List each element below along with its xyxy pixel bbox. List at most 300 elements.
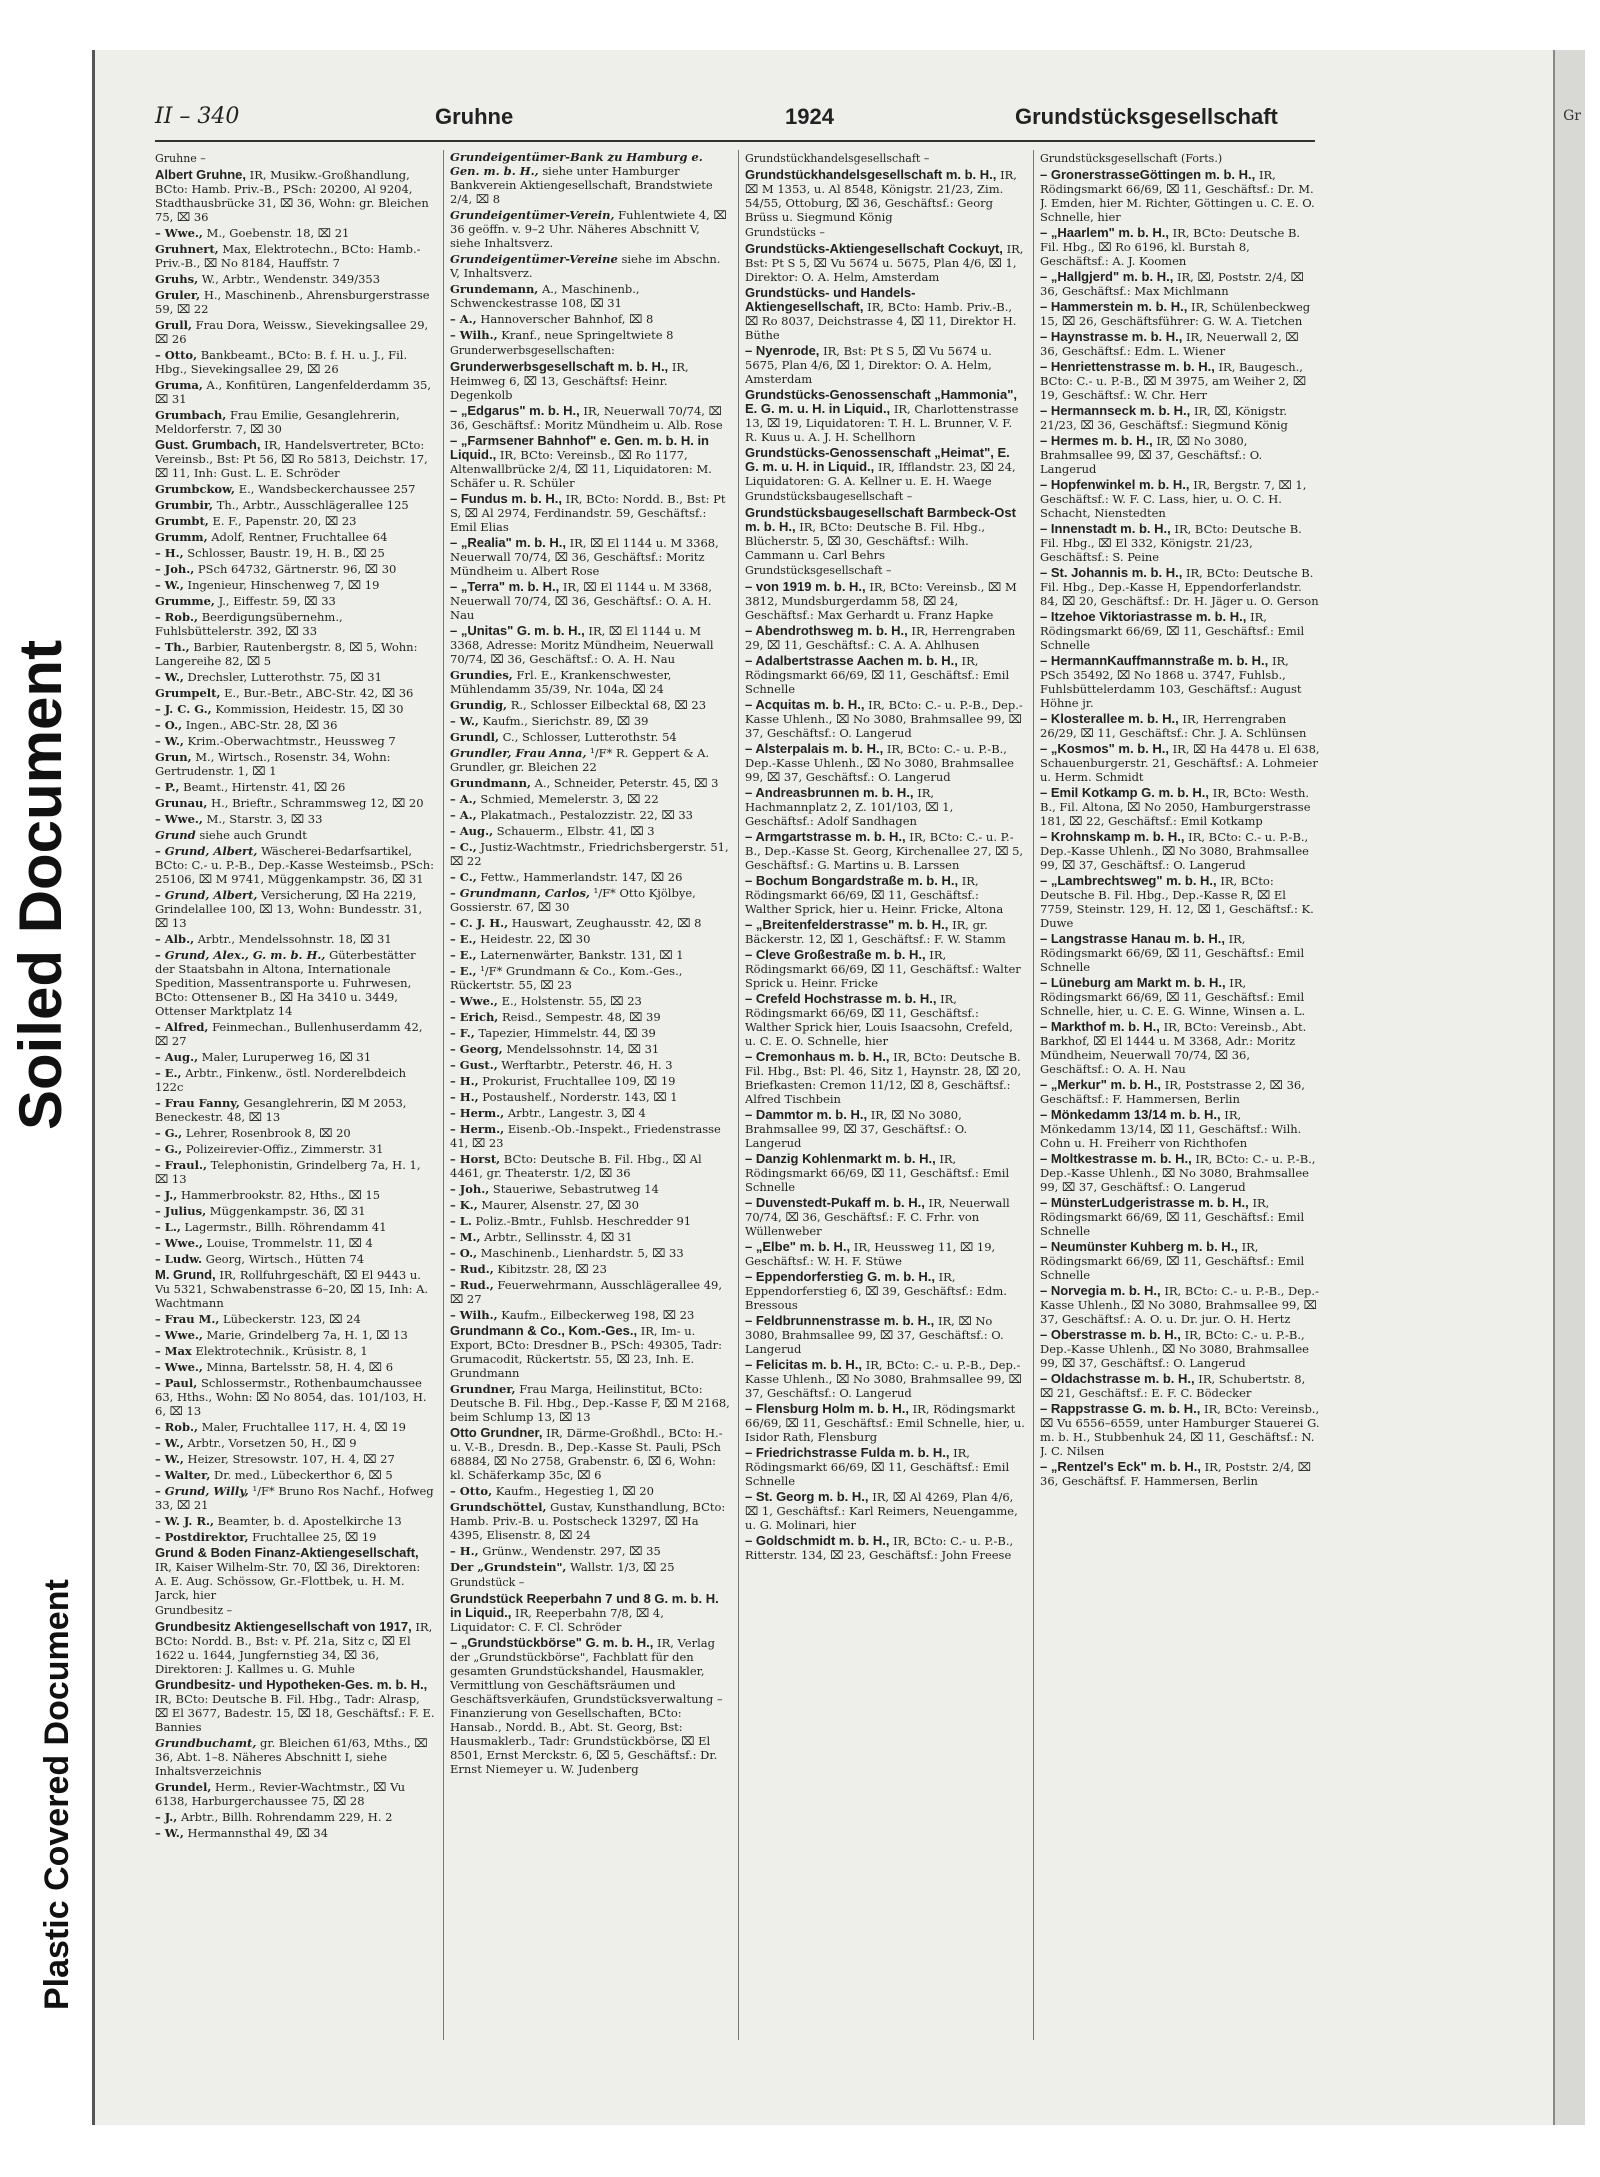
directory-entry (155, 1780, 435, 1808)
directory-entry (155, 1620, 435, 1676)
entry-name: – Wwe., (155, 1360, 203, 1374)
entry-name: – L., (155, 1220, 181, 1234)
entry-details: IR, PSch 35492, ⌧ No 1868 u. 3747, Fuhlsb., Fuhlsbüttelerdamm 103, Geschäftsf.: August Höhne jr. (1040, 654, 1302, 710)
entry-details: IR, Rödingsmarkt 66/69, ⌧ 11, Geschäftsf.: Dr. M. J. Emden, hier M. Richter, Göttingen u. C. E. O. Schnelle, hier (1040, 168, 1315, 224)
directory-entry (1040, 654, 1320, 710)
entry-details: IR, Eppendorferstieg 6, ⌧ 39, Geschäftsf.: Edm. Bressous (745, 1270, 1007, 1312)
directory-entry (450, 1122, 730, 1150)
entry-details: IR, BCto: Deutsche B. Fil. Hbg., Dep.-Kasse R, ⌧ El 7759, Steinstr. 129, H. 12, ⌧ 1, Geschäftsf.: K. Duwe (1040, 874, 1314, 930)
directory-entry (450, 1230, 730, 1244)
entry-details: IR, Poststrasse 2, ⌧ 36, Geschäftsf.: F. Hammersen, Berlin (1040, 1078, 1305, 1106)
entry-details: Poliz.-Bmtr., Fuhlsb. Heschredder 91 (475, 1214, 692, 1228)
entry-name: – „Rentzel's Eck" m. b. H., (1040, 1459, 1201, 1474)
directory-entry (1040, 830, 1320, 872)
directory-entry (155, 1096, 435, 1124)
directory-entry (1040, 1372, 1320, 1400)
entry-details: IR, Musikw.-Großhandlung, BCto: Hamb. Priv.-B., PSch: 20200, Al 9204, Stadthausbrücke 31, ⌧ 36, Wohn: gr. Bleichen 75, ⌧ 36 (155, 168, 429, 224)
entry-details: Max, Elektrotechn., BCto: Hamb.-Priv.-B., ⌧ No 8184, Hauffstr. 7 (155, 242, 421, 270)
entry-details: Staueriwe, Sebastrutweg 14 (492, 1182, 659, 1196)
directory-entry (155, 562, 435, 576)
entry-details: IR, BCto: C.- u. P.-B., Dep.-Kasse Uhlenh., ⌧ No 3080, Brahmsallee 99, ⌧ 37, Geschäftsf.: A. O. u. Dr. jur. O. H. Hertz (1040, 1284, 1319, 1326)
directory-entry (450, 698, 730, 712)
entry-name: – O., (155, 718, 183, 732)
entry-name: – Andreasbrunnen m. b. H., (745, 785, 914, 800)
directory-entry (745, 1446, 1025, 1488)
entry-name: – Aug., (155, 1050, 199, 1064)
entry-name: – J., (155, 1188, 178, 1202)
directory-entry (745, 1314, 1025, 1356)
entry-details: IR, ⌧ M 1353, u. Al 8548, Königstr. 21/23, Zim. 54/55, Ottoburg, ⌧ 36, Geschäftsf.: Georg Brüss u. Siegmund König (745, 168, 1017, 224)
directory-entry (450, 282, 730, 310)
directory-entry (450, 1214, 730, 1228)
directory-entry (1040, 742, 1320, 784)
directory-entry (450, 434, 730, 490)
entry-details: M., Starstr. 3, ⌧ 33 (206, 812, 323, 826)
entry-name: – Rob., (155, 610, 199, 624)
adjacent-page-edge (1553, 50, 1585, 2125)
entry-details: Frl. E., Krankenschwester, Mühlendamm 35/39, Nr. 104a, ⌧ 24 (450, 668, 672, 696)
entry-name: – W., (155, 734, 184, 748)
directory-entry (155, 1328, 435, 1342)
entry-name: – Rud., (450, 1278, 494, 1292)
directory-entry (155, 932, 435, 946)
entry-name: Grundeigentümer-Vereine (450, 252, 618, 266)
entry-details: Postaushelf., Norderstr. 143, ⌧ 1 (482, 1090, 678, 1104)
entry-details: Versicherung, ⌧ Ha 2219, Grindelallee 100, ⌧ 13, Wohn: Bundesstr. 31, ⌧ 13 (155, 888, 423, 930)
plastic-covered-label: Plastic Covered Document (38, 1579, 76, 2010)
directory-entry (450, 624, 730, 666)
entry-details: IR, BCto: Vereinsb., ⌧ Vu 6556–6559, unter Hamburger Stauerei G. m. b. H., Stubbenhuk 24, ⌧ 11, Geschäftsf.: N. J. C. Nilsen (1040, 1402, 1320, 1458)
entry-details: IR, Schubertstr. 8, ⌧ 21, Geschäftsf.: E. F. C. Bödecker (1040, 1372, 1306, 1400)
directory-entry (450, 404, 730, 432)
directory-entry (450, 492, 730, 534)
entry-name: – „Unitas" G. m. b. H., (450, 623, 585, 638)
directory-entry (155, 948, 435, 1018)
entry-details: Tapezier, Himmelstr. 44, ⌧ 39 (478, 1026, 656, 1040)
entry-name: – Frau M., (155, 1312, 220, 1326)
entry-name: Otto Grundner, (450, 1425, 543, 1440)
entry-details: IR, Hachmannplatz 2, Z. 101/103, ⌧ 1, Geschäftsf.: Adolf Sandhagen (745, 786, 954, 828)
entry-name: – A., (450, 808, 477, 822)
directory-entry (1040, 712, 1320, 740)
directory-entry (450, 1560, 730, 1574)
directory-entry (745, 1196, 1025, 1238)
entry-details: IR, Rödingsmarkt 66/69, ⌧ 11, Geschäftsf.: Emil Schnelle (1040, 1240, 1305, 1282)
entry-name: – Georg, (450, 1042, 503, 1056)
entry-name: – von 1919 m. b. H., (745, 579, 866, 594)
entry-details: IR, BCto: C.- u. P.-B., Dep.-Kasse Uhlenh., ⌧ No 3080, Brahmsallee 99, ⌧ 37, Geschäftsf.: O. Langerud (1040, 1328, 1309, 1370)
entry-details: Drechsler, Lutterothstr. 75, ⌧ 31 (187, 670, 382, 684)
entry-details: H., Brieftr., Schrammsweg 12, ⌧ 20 (211, 796, 424, 810)
column-3 (745, 150, 1025, 2050)
entry-details: IR, Handelsvertreter, BCto: Vereinsb., Bst: Pt 56, ⌧ Ro 5813, Deichstr. 17, ⌧ 11, Inh: Gust. L. E. Schröder (155, 438, 428, 480)
directory-entry (1040, 300, 1320, 328)
entry-name: – Markthof m. b. H., (1040, 1019, 1160, 1034)
soiled-document-label: Soiled Document (7, 639, 74, 1130)
entry-details: M., Goebenstr. 18, ⌧ 21 (206, 226, 350, 240)
entry-details: Lehrer, Rosenbrook 8, ⌧ 20 (185, 1126, 351, 1140)
entry-name: – Abendrothsweg m. b. H., (745, 623, 908, 638)
entry-name: – Ludw. (155, 1252, 202, 1266)
directory-entry (155, 288, 435, 316)
entry-details: IR, BCto: Vereinsb., ⌧ Ro 1177, Altenwallbrücke 2/4, ⌧ 11, Liquidatoren: M. Schäfer u. R. Schüler (450, 448, 712, 490)
header-year: 1924 (785, 104, 834, 129)
entry-name: – Mönkedamm 13/14 m. b. H., (1040, 1107, 1221, 1122)
directory-entry (1040, 1460, 1320, 1488)
entry-name: Grumbt, (155, 514, 209, 528)
entry-details: IR, ⌧ No 3080, Brahmsallee 99, ⌧ 37, Geschäftsf.: O. Langerud (1040, 434, 1263, 476)
entry-details: IR, BCto: C.- u. P.-B., Dep.-Kasse Uhlenh., ⌧ No 3080, Brahmsallee 99, ⌧ 37, Geschäftsf.: O. Langerud (745, 742, 1014, 784)
directory-entry (155, 702, 435, 716)
entry-name: Grund & Boden Finanz-Aktiengesellschaft, (155, 1545, 419, 1560)
directory-entry (450, 208, 730, 250)
directory-entry (745, 624, 1025, 652)
entry-details: Ingen., ABC-Str. 28, ⌧ 36 (185, 718, 338, 732)
entry-name: Grumbach, (155, 408, 227, 422)
entry-details: Arbtr., Finkenw., östl. Norderelbdeich 122c (155, 1066, 406, 1094)
directory-entry (450, 792, 730, 806)
entry-details: E. F., Papenstr. 20, ⌧ 23 (212, 514, 357, 528)
entry-details: Telephonistin, Grindelberg 7a, H. 1, ⌧ 13 (155, 1158, 421, 1186)
entry-details: IR, BCto: C.- u. P.-B., Ritterstr. 134, ⌧ 23, Geschäftsf.: John Freese (745, 1534, 1014, 1562)
directory-entry (450, 1058, 730, 1072)
directory-entry (745, 1050, 1025, 1106)
entry-details: BCto: Deutsche B. Fil. Hbg., ⌧ Al 4461, gr. Theaterstr. 1/2, ⌧ 36 (450, 1152, 702, 1180)
directory-entry (1040, 1196, 1320, 1238)
page-number: II – 340 (155, 104, 240, 129)
entry-details: Schlosser, Baustr. 19, H. B., ⌧ 25 (187, 546, 385, 560)
entry-details: Heizer, Stresowstr. 107, H. 4, ⌧ 27 (187, 1452, 395, 1466)
entry-name: – J., (155, 1810, 178, 1824)
directory-entry (450, 1544, 730, 1558)
entry-details: Fettw., Hammerlandstr. 147, ⌧ 26 (480, 870, 683, 884)
entry-details: H., Maschinenb., Ahrensburgerstrasse 59, ⌧ 22 (155, 288, 430, 316)
entry-name: Grundeigentümer-Bank zu Hamburg e. Gen. m. b. H., (450, 150, 703, 178)
entry-name: – Herm., (450, 1122, 505, 1136)
entry-name: – P., (155, 780, 180, 794)
entry-details: R., Schlosser Eilbecktal 68, ⌧ 23 (510, 698, 707, 712)
entry-name: – Hermes m. b. H., (1040, 433, 1153, 448)
directory-entry (155, 1436, 435, 1450)
directory-entry (745, 580, 1025, 622)
entry-details: IR, ⌧ El 1144 u. M 3368, Neuerwall 70/74, ⌧ 36, Geschäftsf.: O. A. H. Nau (450, 580, 713, 622)
entry-name: – Herm., (450, 1106, 505, 1120)
entry-details: IR, Herrengraben 29, ⌧ 11, Geschäftsf.: C. A. A. Ahlhusen (745, 624, 1016, 652)
directory-entry (450, 1010, 730, 1024)
directory-entry (155, 1810, 435, 1824)
directory-entry (155, 546, 435, 560)
entry-name: – Alb., (155, 932, 195, 946)
directory-entry (155, 348, 435, 376)
entry-details: Maler, Luruperweg 16, ⌧ 31 (201, 1050, 372, 1064)
entry-name: – Adalbertstrasse Aachen m. b. H., (745, 653, 958, 668)
entry-details: Maschinenb., Lienhardstr. 5, ⌧ 33 (480, 1246, 684, 1260)
entry-name: – „Grundstückbörse" G. m. b. H., (450, 1635, 654, 1650)
directory-entry (745, 1152, 1025, 1194)
entry-details: Reisd., Sempestr. 48, ⌧ 39 (501, 1010, 661, 1024)
directory-entry (155, 1468, 435, 1482)
directory-entry (450, 1182, 730, 1196)
entry-details: IR, BCto: Nordd. B., Bst: Pt S, ⌧ Al 2974, Ferdinandstr. 59, Geschäftsf.: Emil Elias (450, 492, 726, 534)
directory-entry (155, 1376, 435, 1418)
entry-name: – C. J. H., (450, 916, 509, 930)
entry-name: – W., (155, 1826, 184, 1840)
entry-details: IR, Rödingsmarkt 66/69, ⌧ 11, Geschäftsf.: Emil Schnelle (1040, 610, 1305, 652)
directory-entry (450, 840, 730, 868)
entry-details: Ingenieur, Hinschenweg 7, ⌧ 19 (187, 578, 380, 592)
entry-name: – Postdirektor, (155, 1530, 249, 1544)
entry-name: Grundmann, (450, 776, 531, 790)
directory-entry (1040, 522, 1320, 564)
entry-details: IR, ⌧ El 1144 u. M 3368, Adresse: Moritz Mündheim, Neuerwall 70/74, ⌧ 36, Geschäftsf.: O. A. H. Nau (450, 624, 714, 666)
directory-entry (155, 226, 435, 240)
entry-name: Grundmann & Co., Kom.-Ges., (450, 1323, 638, 1338)
entry-name: Grundler, Frau Anna, (450, 746, 587, 760)
entry-details: Arbtr., Mendelssohnstr. 18, ⌧ 31 (197, 932, 392, 946)
entry-details: Frau Emilie, Gesanglehrerin, Meldorferstr. 7, ⌧ 30 (155, 408, 400, 436)
entry-name: Grundel, (155, 1780, 212, 1794)
directory-entry (155, 1126, 435, 1140)
entry-details: IR, BCto: Deutsche B. Fil. Hbg., ⌧ El 332, Königstr. 21/23, Geschäftsf.: S. Peine (1040, 522, 1302, 564)
entry-details: IR, ⌧ No 3080, Brahmsallee 99, ⌧ 37, Geschäftsf.: O. Langerud (745, 1108, 968, 1150)
entry-details: ¹/F* Grundmann & Co., Kom.-Ges., Rückertstr. 55, ⌧ 23 (450, 964, 683, 992)
directory-entry (745, 742, 1025, 784)
entry-details: J., Eiffestr. 59, ⌧ 33 (218, 594, 336, 608)
entry-details: IR, BCto: Deutsche B. Fil. Hbg., Dep.-Kasse H, Eppendorferlandstr. 84, ⌧ 20, Geschäftsf.: Dr. H. Jäger u. O. Gerson (1040, 566, 1319, 608)
entry-details: Hermannsthal 49, ⌧ 34 (187, 1826, 329, 1840)
directory-entry (450, 1426, 730, 1482)
entry-name: – „Hallgjerd" m. b. H., (1040, 269, 1174, 284)
directory-entry (155, 1020, 435, 1048)
directory-entry (1040, 1240, 1320, 1282)
directory-entry (1040, 168, 1320, 224)
directory-entry (450, 1382, 730, 1424)
entry-name: – Grund, Willy, (155, 1484, 249, 1498)
scanner-side-margin (0, 0, 92, 2177)
directory-entry (155, 888, 435, 930)
entry-details: Eisenb.-Ob.-Inspekt., Friedenstrasse 41, ⌧ 23 (450, 1122, 721, 1150)
entry-details: IR, Bst: Pt S 5, ⌧ Vu 5674 u. 5675, Plan 4/6, ⌧ 1, Direktor: O. A. Helm, Amsterdam (745, 242, 1024, 284)
entry-name: Grumbckow, (155, 482, 236, 496)
directory-entry (745, 786, 1025, 828)
directory-entry (155, 1344, 435, 1358)
directory-entry (155, 1220, 435, 1234)
directory-entry (1040, 786, 1320, 828)
entry-details: IR, Neuerwall 2, ⌧ 36, Geschäftsf.: Edm. L. Wiener (1040, 330, 1299, 358)
entry-name: Grun, (155, 750, 192, 764)
entry-name: – Wwe., (450, 994, 498, 1008)
directory-entry (155, 272, 435, 286)
entry-name: – Feldbrunnenstrasse m. b. H., (745, 1313, 935, 1328)
directory-entry (450, 1324, 730, 1380)
entry-name: – Alfred, (155, 1020, 209, 1034)
entry-name: Grundeigentümer-Verein, (450, 208, 615, 222)
directory-entry (1040, 1328, 1320, 1370)
directory-entry (155, 1142, 435, 1156)
directory-entry (745, 1108, 1025, 1150)
directory-entry (450, 1500, 730, 1542)
entry-details: Arbtr., Billh. Rohrendamm 229, H. 2 (180, 1810, 393, 1824)
directory-entry (155, 844, 435, 886)
entry-details: IR, BCto: C.- u. P.-B., Dep.-Kasse Uhlenh., ⌧ No 3080, Brahmsallee 99, ⌧ 37, Geschäftsf.: O. Langerud (745, 1358, 1022, 1400)
directory-entry (745, 1270, 1025, 1312)
directory-entry (1040, 478, 1320, 520)
entry-details: Wäscherei-Bedarfsartikel, BCto: C.- u. P.-B., Dep.-Kasse Westeimsb., PSch: 25106, ⌧ M 9741, Müggenkampstr. 36, ⌧ 31 (155, 844, 435, 886)
directory-entry (450, 870, 730, 884)
entry-name: – Horst, (450, 1152, 501, 1166)
entry-name: – Grund, Albert, (155, 844, 258, 858)
directory-entry (155, 812, 435, 826)
entry-name: Gruhs, (155, 272, 199, 286)
directory-entry (155, 1066, 435, 1094)
entry-details: PSch 64732, Gärtnerstr. 96, ⌧ 30 (197, 562, 397, 576)
entry-details: siehe im Abschn. V, Inhaltsverz. (450, 252, 721, 280)
entry-details: Laternenwärter, Bankstr. 131, ⌧ 1 (480, 948, 684, 962)
entry-name: – W., (155, 1436, 184, 1450)
entry-details: ¹/F* Bruno Ros Nachf., Hofweg 33, ⌧ 21 (155, 1484, 434, 1512)
entry-name: – „Realia" m. b. H., (450, 535, 566, 550)
directory-entry (155, 1360, 435, 1374)
directory-entry (1040, 226, 1320, 268)
section-heading: Grundstück – (450, 1576, 525, 1589)
directory-entry (1040, 1108, 1320, 1150)
entry-name: – „Farmsener Bahnhof" e. Gen. m. b. H. in Liquid., (450, 433, 709, 462)
entry-details: Gustav, Kunsthandlung, BCto: Hamb. Priv.-B. u. Postscheck 13297, ⌧ Ha 4395, Elisenstr. 8, ⌧ 24 (450, 1500, 726, 1542)
entry-name: – K., (450, 1198, 478, 1212)
entry-details: IR, Neuerwall 70/74, ⌧ 36, Geschäftsf.: Moritz Mündheim u. Alb. Rose (450, 404, 723, 432)
entry-name: – A., (450, 792, 477, 806)
entry-name: – Itzehoe Viktoriastrasse m. b. H., (1040, 609, 1247, 624)
entry-details: Hannoverscher Bahnhof, ⌧ 8 (480, 312, 654, 326)
entry-details: IR, BCto: Vereinsb., ⌧ M 3812, Mundsburgerdamm 58, ⌧ 24, Geschäftsf.: Max Gerhardt u. Franz Hapke (745, 580, 1017, 622)
entry-details: siehe auch Grundt (199, 828, 307, 842)
entry-details: Arbtr., Vorsetzen 50, H., ⌧ 9 (187, 1436, 357, 1450)
entry-details: siehe unter Hamburger Bankverein Aktiengesellschaft, Brandstwiete 2/4, ⌧ 8 (450, 164, 713, 206)
entry-name: Grull, (155, 318, 192, 332)
directory-entry (155, 686, 435, 700)
entry-details: Heidestr. 22, ⌧ 30 (480, 932, 591, 946)
entry-name: – Walter, (155, 1468, 211, 1482)
directory-entry (450, 776, 730, 790)
entry-details: Fuhlentwiete 4, ⌧ 36 geöffn. v. 9–2 Uhr. Näheres Abschnitt V, siehe Inhaltsverz. (450, 208, 727, 250)
entry-details: Schauerm., Elbstr. 41, ⌧ 3 (496, 824, 655, 838)
entry-name: Grundbesitz- und Hypotheken-Ges. m. b. H., (155, 1677, 428, 1692)
directory-entry (1040, 434, 1320, 476)
directory-entry (155, 1514, 435, 1528)
entry-name: Grundig, (450, 698, 508, 712)
directory-entry (745, 506, 1025, 562)
entry-name: – Crefeld Hochstrasse m. b. H., (745, 991, 937, 1006)
entry-details: Justiz-Wachtmstr., Friedrichsbergerstr. 51, ⌧ 22 (450, 840, 729, 868)
entry-name: Grundstücksbaugesellschaft Barmbeck-Ost m. b. H., (745, 505, 1016, 534)
entry-details: Hammerbrookstr. 82, Hths., ⌧ 15 (180, 1188, 381, 1202)
entry-details: IR, Heimweg 6, ⌧ 13, Geschäftsf: Heinr. Degenkolb (450, 360, 689, 402)
directory-entry (155, 578, 435, 592)
directory-entry (1040, 566, 1320, 608)
entry-name: – Cleve Großestraße m. b. H., (745, 947, 926, 962)
entry-details: E., Bur.-Betr., ABC-Str. 42, ⌧ 36 (224, 686, 414, 700)
directory-entry (450, 964, 730, 992)
directory-entry (155, 168, 435, 224)
directory-entry (450, 916, 730, 930)
entry-name: – Bochum Bongardstraße m. b. H., (745, 873, 959, 888)
column-2 (450, 150, 730, 2050)
entry-details: Krim.-Oberwachtmstr., Heussweg 7 (187, 734, 396, 748)
column-divider (738, 150, 739, 2040)
section-heading: Grundstückhandelsgesellschaft – (745, 152, 930, 165)
directory-entry (155, 828, 435, 842)
directory-entry (450, 1090, 730, 1104)
entry-details: IR, Kaiser Wilhelm-Str. 70, ⌧ 36, Direktoren: A. E. Aug. Schössow, Gr.-Flottbek, u. H. M. Jarck, hier (155, 1560, 421, 1602)
entry-details: IR, BCto: Deutsche B. Fil. Hbg., Blücherstr. 5, ⌧ 30, Geschäftsf.: Wilh. Cammann u. Carl Behrs (745, 520, 986, 562)
directory-entry (450, 150, 730, 206)
entry-name: – Haynstrasse m. b. H., (1040, 329, 1183, 344)
entry-name: Gruma, (155, 378, 203, 392)
section-heading: Grundstücksgesellschaft – (745, 564, 892, 577)
entry-details: Feinmechan., Bullenhuserdamm 42, ⌧ 27 (155, 1020, 423, 1048)
directory-entry (450, 932, 730, 946)
directory-entry (155, 640, 435, 668)
directory-entry (1040, 976, 1320, 1018)
section-heading: Grundstücksbaugesellschaft – (745, 490, 913, 503)
entry-details: Adolf, Rentner, Fruchtallee 64 (211, 530, 388, 544)
entry-details: IR, ⌧ Al 4269, Plan 4/6, ⌧ 1, Geschäftsf.: Karl Reimers, Neuengamme, u. G. Molinari, hier (745, 1490, 1018, 1532)
entry-details: Bankbeamt., BCto: B. f. H. u. J., Fil. Hbg., Sievekingsallee 29, ⌧ 26 (155, 348, 408, 376)
entry-details: Wallstr. 1/3, ⌧ 25 (570, 1560, 675, 1574)
directory-entry (450, 1042, 730, 1056)
adjacent-page-mark: Gr (1563, 108, 1581, 124)
entry-name: – Lüneburg am Markt m. b. H., (1040, 975, 1226, 990)
directory-entry (745, 286, 1025, 342)
entry-name: – Wwe., (155, 226, 203, 240)
entry-details: Hauswart, Zeughausstr. 42, ⌧ 8 (511, 916, 702, 930)
entry-name: Grundstück Reeperbahn 7 und 8 G. m. b. H. in Liquid., (450, 1591, 719, 1620)
directory-entry (745, 344, 1025, 386)
entry-details: Maler, Fruchtallee 117, H. 4, ⌧ 19 (201, 1420, 406, 1434)
directory-entry (155, 242, 435, 270)
directory-entry (155, 750, 435, 778)
directory-entry (1040, 330, 1320, 358)
column-1 (155, 150, 435, 2050)
entry-details: IR, Bergstr. 7, ⌧ 1, Geschäftsf.: W. F. C. Lass, hier, u. O. C. H. Schacht, Nienstedten (1040, 478, 1307, 520)
entry-name: – Grund, Alex., G. m. b. H., (155, 948, 326, 962)
directory-entry (450, 1636, 730, 1776)
entry-name: – Rob., (155, 1420, 199, 1434)
entry-details: IR, Im- u. Export, BCto: Dresdner B., PSch: 49305, Tadr: Grumacodit, Rückertstr. 55, ⌧ 23, Inh. E. Grundmann (450, 1324, 722, 1380)
directory-entry (155, 408, 435, 436)
entry-name: – MünsterLudgeristrasse m. b. H., (1040, 1195, 1249, 1210)
entry-name: – L. (450, 1214, 472, 1228)
entry-details: IR, BCto: C.- u. P.-B., Dep.-Kasse St. Georg, Kirchenallee 27, ⌧ 5, Geschäftsf.: G. Martins u. B. Larssen (745, 830, 1024, 872)
entry-name: – Otto, (155, 348, 198, 362)
entry-name: – St. Georg m. b. H., (745, 1489, 869, 1504)
entry-name: Grundner, (450, 1382, 516, 1396)
directory-entry (155, 1050, 435, 1064)
entry-name: Grundbuchamt, (155, 1736, 257, 1750)
entry-name: – St. Johannis m. b. H., (1040, 565, 1183, 580)
entry-details: Frau Dora, Weissw., Sievekingsallee 29, ⌧ 26 (155, 318, 429, 346)
entry-details: Gesanglehrerin, ⌧ M 2053, Beneckestr. 48, ⌧ 13 (155, 1096, 407, 1124)
entry-name: – Danzig Kohlenmarkt m. b. H., (745, 1151, 936, 1166)
entry-name: – „Terra" m. b. H., (450, 579, 560, 594)
entry-details: Schlossermstr., Rothenbaumchaussee 63, Hths., Wohn: ⌧ No 8054, das. 101/103, H. 6, ⌧ 13 (155, 1376, 427, 1418)
entry-name: – E., (155, 1066, 182, 1080)
directory-entry (745, 1358, 1025, 1400)
entry-details: IR, Verlag der „Grundstückbörse", Fachblatt für den gesamten Grundstückshandel, Hausmakler, Vermittlung von Geschäftsräumen und Geschäftsverkäufen, Grundstücksverwaltung – Finanzierung von Gesellschaften, BCto: Hansab., Nordd. B., Abt. St. Georg, Bst: Hausmaklerb., Tadr: Grundstückbörse, ⌧ El 8501, Ernst Merckstr. 6, ⌧ 5, Geschäftsf.: Dr. Ernst Niemeyer u. W. Judenberg (450, 1636, 723, 1776)
header-title: Grundstücksgesellschaft (1015, 104, 1278, 129)
entry-details: Maurer, Alsenstr. 27, ⌧ 30 (481, 1198, 639, 1212)
entry-name: – HermannKauffmannstraße m. b. H., (1040, 653, 1269, 668)
